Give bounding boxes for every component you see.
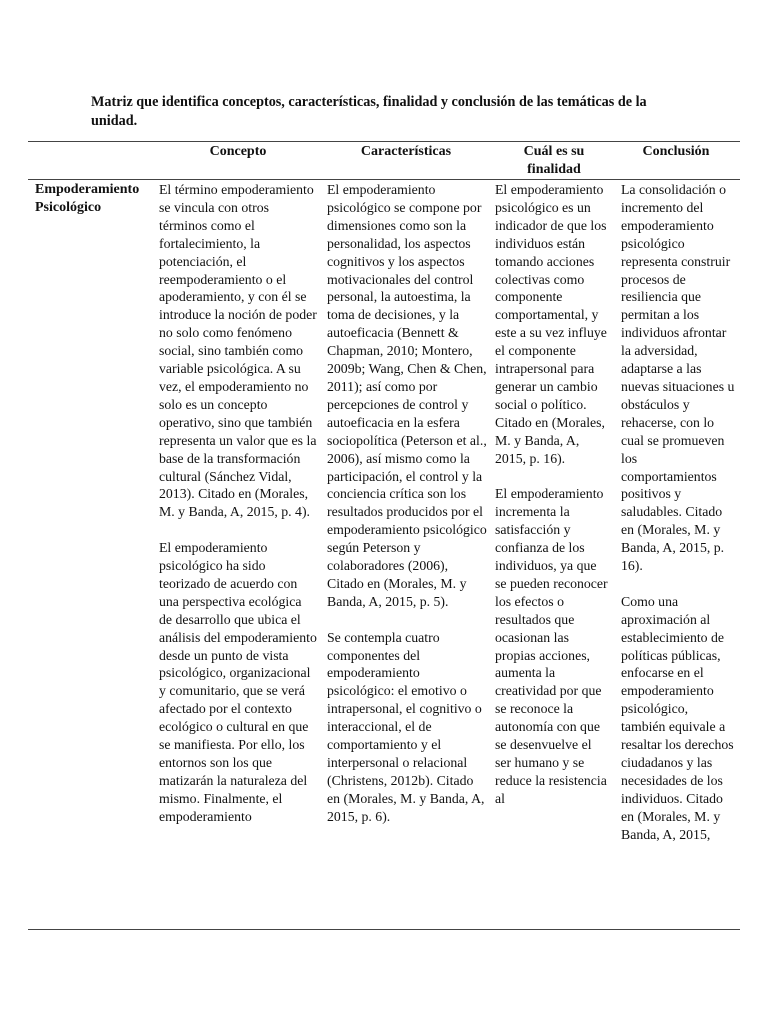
cell-caracteristicas [327, 181, 487, 927]
finalidad-paragraph-2: El empoderamiento incrementa la satisfacción y confianza de los individuos, ya que se pueden reconocer los efectos o resultados que ocasionan las propias acciones, aumenta la creatividad por que se reconoce la autonomía con que se desenvuelve el ser humano y se reduce la resistencia al [495, 486, 608, 806]
caracteristicas-paragraph-2: Se contempla cuatro componentes del empoderamiento psicológico: el emotivo o intrapersonal, el cognitivo o interaccional, el de comportamiento y el interpersonal o relacional (Christens, 2012b). Citado en (Morales, M. y Banda, A, 2015, p. 6). [327, 629, 485, 824]
conclusion-paragraph-1: La consolidación o incremento del empoderamiento psicológico representa construir procesos de resiliencia que permitan a los individuos afrontar la adversidad, adaptarse a las nuevas situaciones u obstáculos y rehacerse, con lo cual se promueven los comportamientos positivos y saludables. Citado en (Morales, M. y Banda, A, 2015, p. 16). [621, 182, 735, 574]
header-conclusion: Conclusión [642, 144, 710, 159]
header-concepto: Concepto [209, 144, 267, 159]
caracteristicas-paragraph-1: El empoderamiento psicológico se compone por dimensiones como son la personalidad, los aspectos cognitivos y los aspectos motivacionales del control personal, la autoestima, la toma de decisiones, y la autoeficacia (Bennett & Chapman, 2010; Montero, 2009b; Wang, Chen & Chen, 2011); así como por percepciones de control y autoeficacia en la esfera sociopolítica (Peterson et al., 2006), así mismo como la participación, el control y la conciencia crítica son los resultados producidos por el empoderamiento psicológico según Peterson y colaboradores (2006), Citado en (Morales, M. y Banda, A, 2015, p. 5). [327, 182, 487, 609]
table-header-rule [28, 179, 740, 180]
row-label: Empoderamiento Psicológico [35, 182, 140, 215]
concepto-paragraph-1: El término empoderamiento se vincula con otros términos como el fortalecimiento, la potenciación, el reempoderamiento o el apoderamiento, y con él se introduce la noción de poder no solo como fenómeno social, sino también como variable psicológica. A su vez, el empoderamiento no solo es un concepto operativo, sino que también representa un valor que es la base de la transformación cultural (Sánchez Vidal, 2013). Citado en (Morales, M. y Banda, A, 2015, p. 4). [159, 182, 317, 520]
conclusion-paragraph-2: Como una aproximación al establecimiento de políticas públicas, enfocarse en el empoderamiento psicológico, también equivale a resaltar los derechos ciudadanos y las necesidades de los individuos. Citado en (Morales, M. y Banda, A, 2015, [621, 593, 734, 842]
finalidad-paragraph-1: El empoderamiento psicológico es un indicador de que los individuos están tomando acciones colectivas como componente comportamental, y este a su vez influye el componente intrapersonal para generar un cambio social o político. Citado en (Morales, M. y Banda, A, 2015, p. 16). [495, 182, 607, 466]
concepto-paragraph-2: El empoderamiento psicológico ha sido teorizado de acuerdo con una perspectiva ecológica de desarrollo que ubica el análisis del empoderamiento desde un punto de vista psicológico, organizacional y comunitario, que se verá afectado por el contexto ecológico o cultural en que se manifiesta. Por ello, los entornos son los que matizarán la naturaleza del mismo. Finalmente, el empoderamiento [159, 540, 317, 824]
header-finalidad: Cuál es su finalidad [523, 144, 585, 177]
table-bottom-rule [28, 929, 740, 930]
document-title: Matriz que identifica conceptos, características, finalidad y conclusión de las temáticas de la unidad. [91, 94, 647, 129]
cell-concepto [159, 181, 317, 927]
header-caracteristicas: Características [360, 144, 452, 159]
cell-finalidad [495, 181, 611, 927]
cell-conclusion [621, 181, 735, 927]
table-top-rule [28, 141, 740, 142]
